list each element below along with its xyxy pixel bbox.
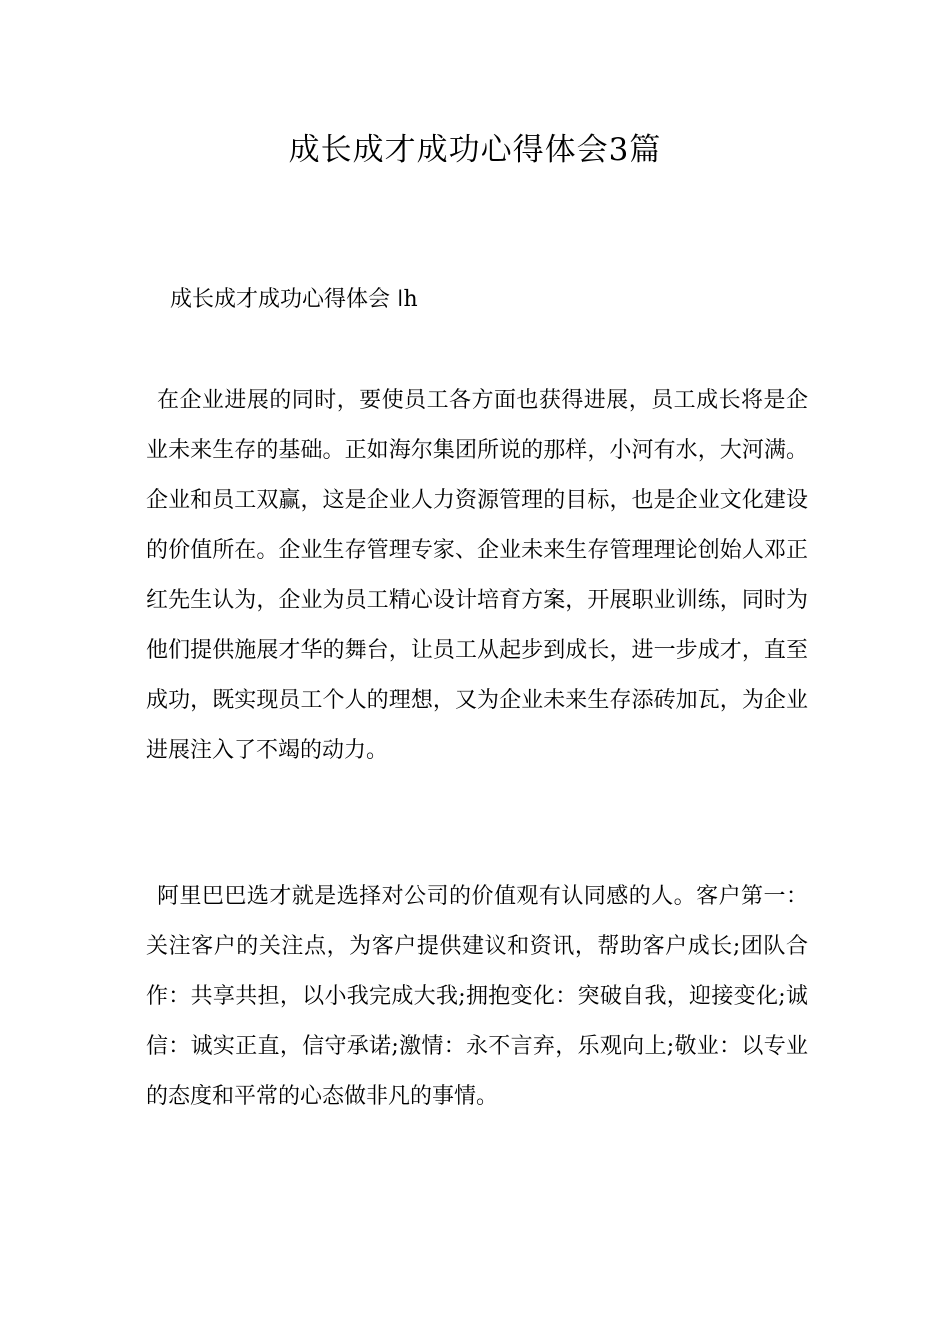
body-paragraph-2: 阿里巴巴选才就是选择对公司的价值观有认同感的人。客户第一：关注客户的关注点，为客户提供建议和资讯，帮助客户成长;团队合作：共享共担，以小我完成大我;拥抱变化：突破自我，迎接变化;诚信：诚实正直，信守承诺;激情：永不言弃，乐观向上;敬业：以专业的态度和平常的心态做非凡的事情。 (146, 884, 808, 1109)
section-heading: 成长成才成功心得体会 ǀh (170, 287, 418, 312)
body-paragraph-1: 在企业进展的同时，要使员工各方面也获得进展，员工成长将是企业未来生存的基础。正如海尔集团所说的那样，小河有水，大河满。企业和员工双赢，这是企业人力资源管理的目标，也是企业文化建设的价值所在。企业生存管理专家、企业未来生存管理理论创始人邓正红先生认为，企业为员工精心设计培育方案，开展职业训练，同时为他们提供施展才华的舞台，让员工从起步到成长，进一步成才，直至成功，既实现员工个人的理想，又为企业未来生存添砖加瓦，为企业进展注入了不竭的动力。 (146, 388, 808, 763)
document-title: 成长成才成功心得体会3篇 (288, 132, 662, 168)
